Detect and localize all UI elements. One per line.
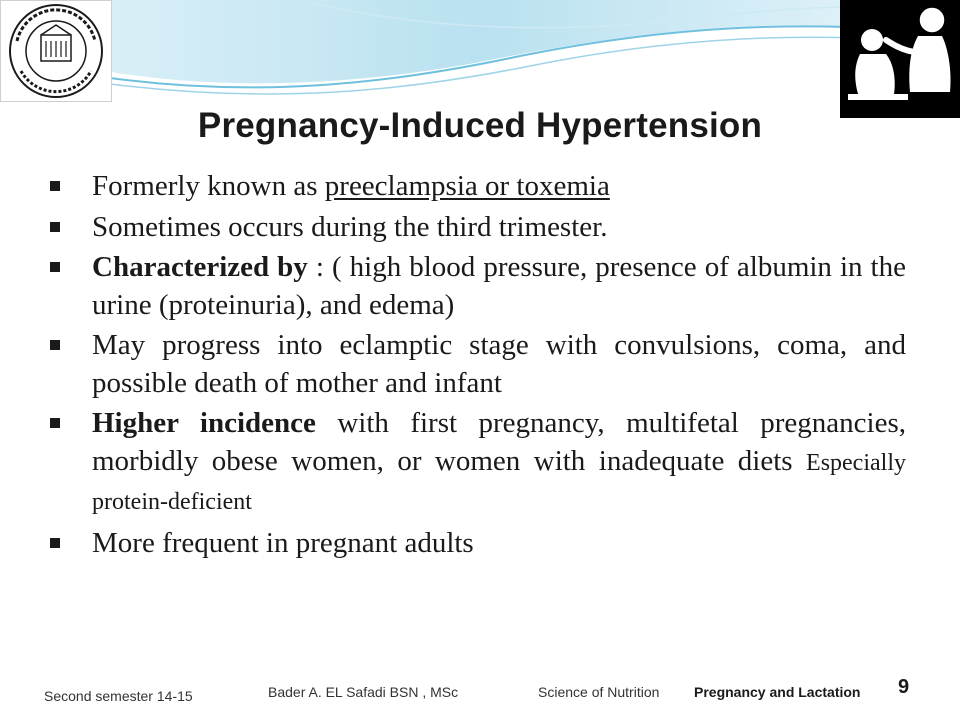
bullet-marker-icon <box>50 262 60 272</box>
bullet-text: : ( high blood pressure, presence of albumin in the urine (proteinuria), and edema) <box>92 251 906 321</box>
mother-feeding-child-icon <box>840 0 960 118</box>
bullet-text-bold: Characterized by <box>92 251 308 283</box>
footer-topic: Pregnancy and Lactation <box>694 684 861 700</box>
bullet-text: May progress into eclamptic stage with convulsions, coma, and possible death of mother and infant <box>92 329 906 399</box>
list-item <box>48 405 906 522</box>
list-item <box>48 525 906 563</box>
bullet-text: Sometimes occurs during the third trimester. <box>92 210 608 243</box>
list-item <box>48 249 906 324</box>
slide-number: 9 <box>898 676 910 698</box>
university-seal-icon <box>1 1 111 101</box>
bullet-text: More frequent in pregnant adults <box>92 526 474 559</box>
footer-course: Science of Nutrition <box>538 684 660 700</box>
bullet-marker-icon <box>50 340 60 350</box>
footer-author: Bader A. EL Safadi BSN , MSc <box>268 684 459 700</box>
footer-semester: Second semester 14-15 <box>44 688 193 704</box>
bullet-marker-icon <box>50 538 60 548</box>
bullet-text-small: Especially protein-deficient <box>92 449 906 515</box>
clipart-image <box>840 0 960 118</box>
bullet-text: with first pregnancy, multifetal pregnancies, morbidly obese women, or women with inadequate diets <box>92 407 906 477</box>
bullet-marker-icon <box>50 418 60 428</box>
list-item <box>48 327 906 402</box>
slide-title: Pregnancy-Induced Hypertension <box>197 106 763 145</box>
bullet-text-bold: Higher incidence <box>92 407 316 439</box>
bullet-marker-icon <box>50 181 60 191</box>
list-item <box>48 209 906 247</box>
bullet-text-underlined: preeclampsia or toxemia <box>324 170 610 202</box>
bullet-text: Formerly known as <box>92 170 325 202</box>
list-item <box>48 168 906 206</box>
bullet-list <box>48 168 906 565</box>
university-logo <box>0 0 112 102</box>
bullet-marker-icon <box>50 222 60 232</box>
